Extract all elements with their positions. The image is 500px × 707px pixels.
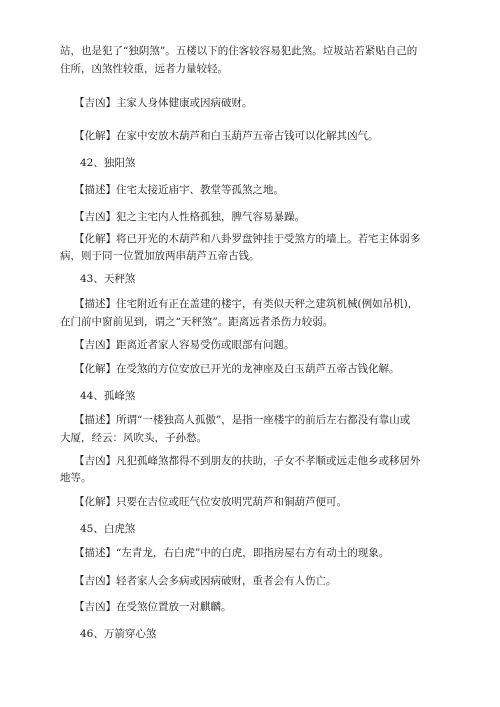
- paragraph-miaoshu: 【描述】“左青龙，右白虎”中的白虎，即指房屋右方有动土的现象。: [74, 547, 390, 559]
- paragraph-huajie: 【化解】将已开光的木葫芦和八卦罗盘钟挂于受煞方的墙上。若宅主体弱多: [74, 233, 421, 245]
- paragraph-huajie: 【化解】在家中安放木葫芦和白玉葫芦五帝古钱可以化解其凶气。: [74, 130, 379, 142]
- paragraph-miaoshu: 【描述】住宅附近有正在盖建的楼宇，有类似天秤之建筑机械(例如吊机)，: [74, 298, 419, 310]
- paragraph-jixiong: 【吉凶】轻者家人会多病或因病破财，重者会有人伤亡。: [74, 575, 337, 587]
- section-heading: 44、孤峰煞: [80, 390, 136, 402]
- paragraph-huajie: 【化解】在受煞的方位安放已开光的龙神座及白玉葫芦五帝古钱化解。: [74, 363, 400, 375]
- paragraph-huajie: 【吉凶】在受煞位置放一对麒麟。: [74, 601, 232, 613]
- body-text: 大厦，经云：风吹头，子孙愁。: [60, 432, 207, 444]
- paragraph-miaoshu: 【描述】住宅太接近庙宇、教堂等孤煞之地。: [74, 184, 284, 196]
- body-text: 在门前中窗前见到，谓之“天秤煞”。距离远者杀伤力较弱。: [60, 316, 334, 328]
- section-heading: 46、万箭穿心煞: [80, 628, 157, 640]
- paragraph-jixiong: 【吉凶】凡犯孤峰煞都得不到朋友的扶助，子女不孝顺或远走他乡或移居外: [74, 455, 421, 467]
- section-heading: 43、天秤煞: [80, 273, 136, 285]
- section-heading: 45、白虎煞: [80, 523, 136, 535]
- body-text: 病，则于同一位置加放两串葫芦五帝古钱。: [60, 250, 260, 262]
- body-text: 住所，凶煞性较重，远者力量较轻。: [60, 63, 228, 75]
- body-text: 地等。: [60, 472, 92, 484]
- paragraph-huajie: 【化解】只要在吉位或旺气位安放明咒葫芦和铜葫芦便可。: [74, 496, 347, 508]
- paragraph-jixiong: 【吉凶】距离近者家人容易受伤或眼部有问题。: [74, 339, 295, 351]
- paragraph-jixiong: 【吉凶】犯之主宅内人性格孤独，脾气容易暴躁。: [74, 211, 305, 223]
- paragraph-jixiong: 【吉凶】主家人身体健康或因病破财。: [74, 97, 253, 109]
- paragraph-miaoshu: 【描述】所谓“一楼独高人孤傲”，是指一座楼宇的前后左右都没有靠山或: [74, 414, 411, 426]
- body-text: 站，也是犯了“独阴煞”。五楼以下的住客较容易犯此煞。垃圾站若紧贴自己的: [60, 45, 418, 57]
- section-heading: 42、独阳煞: [80, 157, 136, 169]
